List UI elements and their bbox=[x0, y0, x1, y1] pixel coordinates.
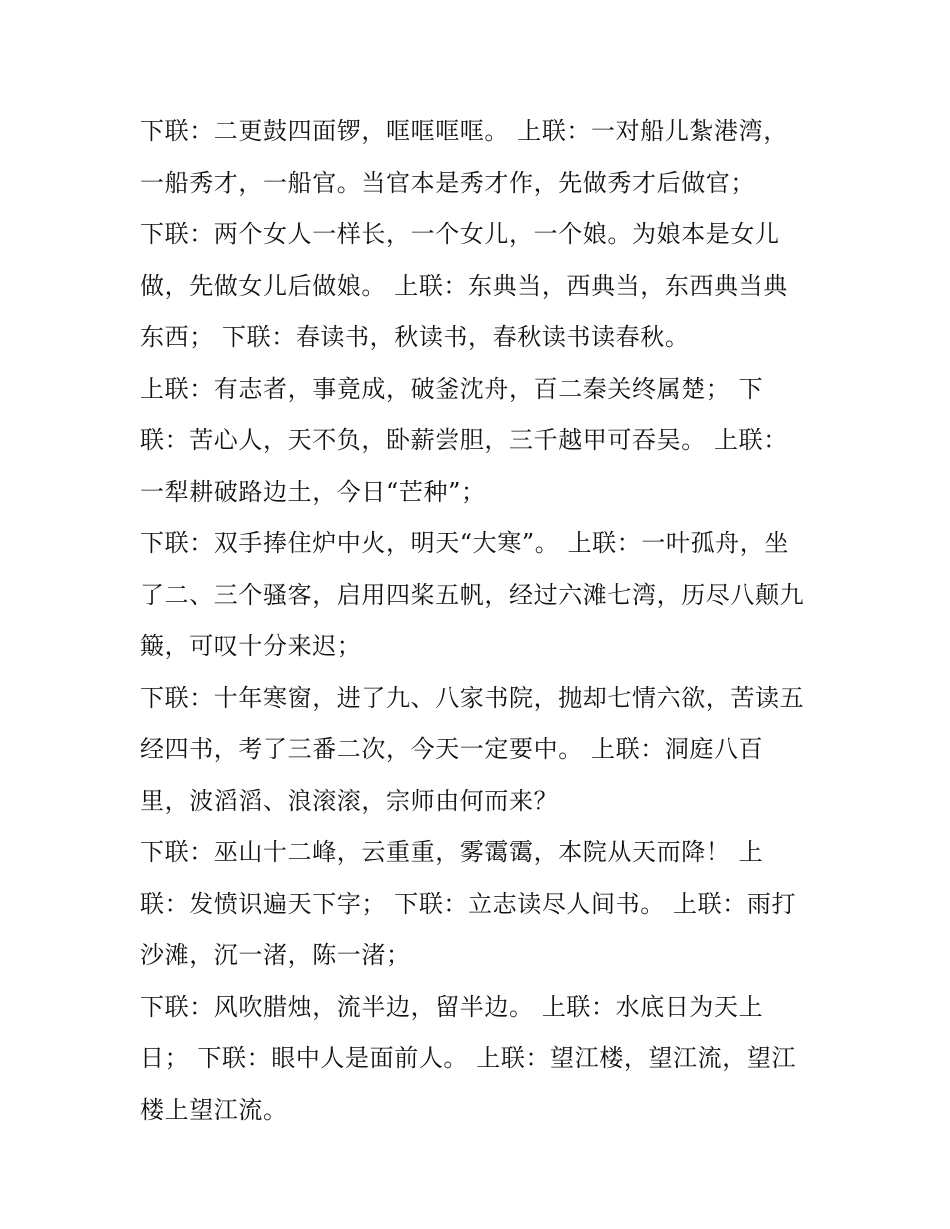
text-line: 里，波滔滔、浪滚滚，宗师由何而来？ bbox=[140, 786, 559, 815]
text-line: 沙滩，沉一渚，陈一渚； bbox=[140, 941, 411, 969]
text-line: 做，先做女儿后做娘。 上联：东典当，西典当，东西典当典 bbox=[140, 271, 788, 300]
text-line: 上联：有志者，事竟成，破釜沈舟，百二秦关终属楚； 下 bbox=[140, 374, 764, 403]
text-line: 簸，可叹十分来迟； bbox=[140, 632, 362, 660]
text-line: 下联：二更鼓四面锣，哐哐哐哐。 上联：一对船儿紮港湾， bbox=[140, 117, 788, 145]
text-line: 下联：风吹腊烛，流半边，留半边。 上联：水底日为天上 bbox=[140, 992, 764, 1021]
text-line: 下联：两个女人一样长，一个女儿，一个娘。为娘本是女儿 bbox=[140, 220, 780, 248]
text-line: 联：发愤识遍天下字； 下联：立志读尽人间书。 上联：雨打 bbox=[140, 889, 797, 918]
text-line: 下联：十年寒窗，进了九、八家书院，抛却七情六欲，苦读五 bbox=[140, 683, 805, 712]
text-line: 楼上望江流。 bbox=[140, 1095, 288, 1124]
text-line: 一船秀才，一船官。当官本是秀才作，先做秀才后做官； bbox=[140, 168, 755, 197]
text-line: 联：苦心人，天不负，卧薪尝胆，三千越甲可吞吴。 上联： bbox=[140, 426, 788, 454]
text-line: 下联：双手捧住炉中火，明天“大寒”。 上联：一叶孤舟，坐 bbox=[140, 529, 789, 557]
text-line: 了二、三个骚客，启用四桨五帆，经过六滩七湾，历尽八颠九 bbox=[140, 580, 805, 609]
text-line: 日； 下联：眼中人是面前人。 上联：望江楼，望江流，望江 bbox=[140, 1044, 797, 1072]
text-line: 下联：巫山十二峰，云重重，雾霭霭，本院从天而降！ 上 bbox=[140, 838, 764, 866]
text-line: 东西； 下联：春读书，秋读书，春秋读书读春秋。 bbox=[140, 323, 690, 351]
couplet-text-block bbox=[140, 106, 840, 1136]
text-line: 经四书，考了三番二次，今天一定要中。 上联：洞庭八百 bbox=[140, 735, 764, 763]
text-line: 一犁耕破路边土，今日“芒种”； bbox=[140, 477, 486, 506]
